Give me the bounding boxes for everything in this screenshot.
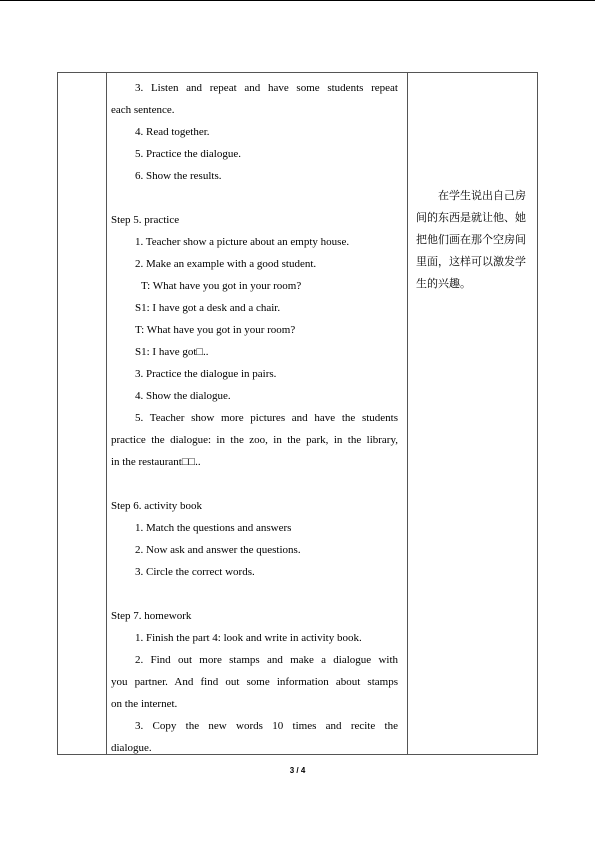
procedure-line: practice the dialogue: in the zoo, in the park, in the library, bbox=[111, 434, 398, 446]
procedure-line: 2. Find out more stamps and make a dialogue with bbox=[135, 654, 398, 666]
procedure-line: 1. Match the questions and answers bbox=[135, 522, 292, 534]
procedure-line: 2. Make an example with a good student. bbox=[135, 258, 317, 270]
note-line: 生的兴趣。 bbox=[416, 277, 471, 290]
procedure-line: 1. Teacher show a picture about an empty house. bbox=[135, 236, 350, 248]
procedure-line: each sentence. bbox=[111, 104, 175, 116]
note-line: 里面，这样可以激发学 bbox=[416, 255, 526, 268]
step-heading: Step 7. homework bbox=[111, 610, 192, 622]
procedure-line: 4. Read together. bbox=[135, 126, 210, 138]
dialogue-line: S1: I have got□.. bbox=[135, 346, 209, 358]
procedure-line: 5. Practice the dialogue. bbox=[135, 148, 241, 160]
procedure-line: 3. Practice the dialogue in pairs. bbox=[135, 368, 277, 380]
dialogue-line: T: What have you got in your room? bbox=[141, 280, 302, 292]
procedure-line: 2. Now ask and answer the questions. bbox=[135, 544, 301, 556]
procedure-line: dialogue. bbox=[111, 742, 152, 754]
dialogue-line: S1: I have got a desk and a chair. bbox=[135, 302, 281, 314]
design-intent-column bbox=[416, 185, 532, 295]
column-divider-left bbox=[106, 73, 107, 754]
note-line: 把他们画在那个空房间 bbox=[416, 233, 526, 246]
procedure-line: 4. Show the dialogue. bbox=[135, 390, 231, 402]
lesson-plan-table bbox=[57, 72, 538, 755]
procedure-line: 5. Teacher show more pictures and have the students bbox=[135, 412, 398, 424]
blank-line bbox=[111, 583, 398, 605]
procedure-line: you partner. And find out some information about stamps bbox=[111, 676, 398, 688]
header-rule bbox=[0, 0, 595, 1]
procedure-line: 3. Copy the new words 10 times and recite the bbox=[135, 720, 398, 732]
dialogue-line: T: What have you got in your room? bbox=[135, 324, 296, 336]
step-heading: Step 5. practice bbox=[111, 214, 180, 226]
procedure-line: on the internet. bbox=[111, 698, 178, 710]
step-heading: Step 6. activity book bbox=[111, 500, 203, 512]
column-divider-right bbox=[407, 73, 408, 754]
procedure-line: 3. Circle the correct words. bbox=[135, 566, 255, 578]
procedure-line: 6. Show the results. bbox=[135, 170, 222, 182]
procedure-line: 1. Finish the part 4: look and write in activity book. bbox=[135, 632, 362, 644]
blank-line bbox=[111, 187, 398, 209]
note-line: 间的东西是就让他、她 bbox=[416, 211, 526, 224]
procedure-line: 3. Listen and repeat and have some students repeat bbox=[135, 82, 398, 94]
procedure-line: in the restaurant□□.. bbox=[111, 456, 201, 468]
blank-line bbox=[111, 473, 398, 495]
page-number: 3 / 4 bbox=[289, 766, 306, 775]
procedure-column bbox=[111, 77, 398, 759]
note-line: 在学生说出自己房 bbox=[438, 189, 526, 202]
